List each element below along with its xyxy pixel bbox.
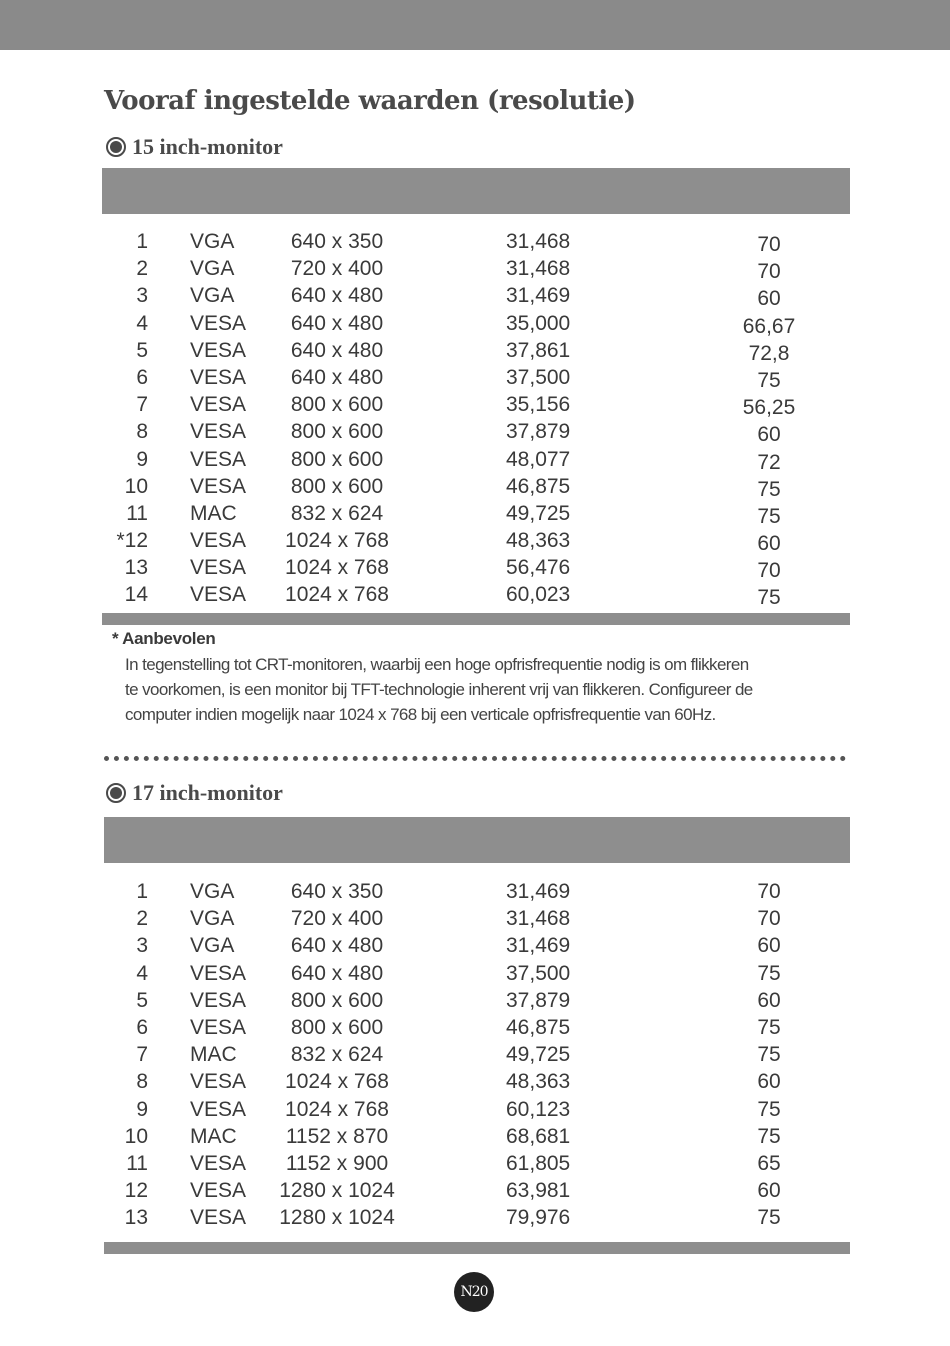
row-number-cell: 7 — [136, 1043, 148, 1067]
vertical-frequency-cell: 75 — [757, 1124, 781, 1148]
table-row — [102, 255, 850, 282]
top-band — [0, 0, 950, 50]
vertical-frequency-cell: 75 — [757, 1206, 781, 1230]
row-number-cell: 8 — [136, 1070, 148, 1094]
resolution-cell: 1152 x 870 — [285, 1124, 389, 1148]
table-row — [102, 1041, 850, 1068]
resolution-cell: 800 x 600 — [290, 447, 384, 471]
page-title: Vooraf ingestelde waarden (resolutie) — [104, 86, 636, 116]
horizontal-frequency-cell: 37,879 — [506, 988, 571, 1012]
resolution-cell: 640 x 480 — [290, 365, 384, 389]
recommendation-note — [112, 629, 842, 727]
resolution-cell: 800 x 600 — [290, 420, 384, 444]
horizontal-frequency-cell: 37,500 — [506, 365, 571, 389]
display-mode-cell: VGA — [190, 257, 235, 281]
horizontal-frequency-cell: 31,469 — [506, 934, 571, 958]
row-number-cell: 5 — [136, 338, 148, 362]
vertical-frequency-cell: 72,8 — [748, 341, 790, 365]
table-row — [102, 1014, 850, 1041]
timing-table-15inch — [102, 228, 850, 609]
horizontal-frequency-cell: 31,469 — [506, 284, 571, 308]
resolution-cell: 640 x 480 — [290, 338, 384, 362]
vertical-frequency-cell: 60 — [757, 988, 781, 1012]
row-number-cell: 13 — [124, 1206, 148, 1230]
row-number-cell: 2 — [136, 907, 148, 931]
horizontal-frequency-cell: 56,476 — [506, 556, 571, 580]
table-row — [102, 500, 850, 527]
dotted-separator — [104, 756, 846, 761]
display-mode-cell: VESA — [190, 393, 247, 417]
display-mode-cell: MAC — [190, 501, 237, 525]
row-number-cell: 11 — [126, 1151, 148, 1175]
resolution-cell: 720 x 400 — [290, 257, 384, 281]
table-row — [102, 228, 850, 255]
vertical-frequency-cell: 75 — [757, 586, 781, 610]
section-heading-label: 17 inch-monitor — [132, 780, 283, 805]
table-row — [102, 364, 850, 391]
vertical-frequency-cell: 65 — [757, 1151, 781, 1175]
table-row — [102, 473, 850, 500]
resolution-cell: 640 x 480 — [290, 961, 384, 985]
table-row — [102, 1177, 850, 1204]
display-mode-cell: VESA — [190, 1179, 247, 1203]
vertical-frequency-cell: 60 — [757, 1179, 781, 1203]
vertical-frequency-cell: 60 — [757, 423, 781, 447]
display-mode-cell: VESA — [190, 420, 247, 444]
table-row — [102, 960, 850, 987]
horizontal-frequency-cell: 49,725 — [506, 1043, 571, 1067]
resolution-cell: 800 x 600 — [290, 474, 384, 498]
horizontal-frequency-cell: 46,875 — [506, 1015, 571, 1039]
display-mode-cell: VESA — [190, 365, 247, 389]
row-number-cell: 5 — [136, 988, 148, 1012]
table-row — [102, 905, 850, 932]
display-mode-cell: VGA — [190, 880, 235, 903]
display-mode-cell: VESA — [190, 311, 247, 335]
table-row — [102, 310, 850, 337]
vertical-frequency-cell: 70 — [757, 907, 781, 931]
table-row — [102, 391, 850, 418]
display-mode-cell: VESA — [190, 583, 247, 607]
vertical-frequency-cell: 60 — [757, 934, 781, 958]
display-mode-cell: VESA — [190, 1151, 247, 1175]
horizontal-frequency-cell: 37,500 — [506, 961, 571, 985]
row-number-cell: 7 — [136, 393, 148, 417]
display-mode-cell: MAC — [190, 1043, 237, 1067]
horizontal-frequency-cell: 46,875 — [506, 474, 571, 498]
table-footer-bar — [104, 1242, 850, 1254]
vertical-frequency-cell: 75 — [757, 1043, 781, 1067]
resolution-cell: 1280 x 1024 — [279, 1179, 395, 1203]
display-mode-cell: VESA — [190, 556, 247, 580]
resolution-cell: 1280 x 1024 — [279, 1206, 395, 1230]
row-number-cell: 4 — [136, 961, 148, 985]
row-number-cell: 3 — [136, 284, 148, 308]
resolution-cell: 800 x 600 — [290, 988, 384, 1012]
horizontal-frequency-cell: 48,363 — [506, 529, 571, 553]
table-row — [102, 418, 850, 445]
table-row — [102, 282, 850, 309]
display-mode-cell: VGA — [190, 934, 235, 958]
display-mode-cell: VESA — [190, 447, 247, 471]
horizontal-frequency-cell: 31,468 — [506, 230, 571, 253]
table-row — [102, 1096, 850, 1123]
horizontal-frequency-cell: 35,000 — [506, 311, 571, 335]
row-number-cell: 8 — [136, 420, 148, 444]
timing-table-17inch — [102, 878, 850, 1231]
resolution-cell: 1024 x 768 — [285, 556, 389, 580]
vertical-frequency-cell: 70 — [757, 880, 781, 903]
row-number-cell: 1 — [136, 230, 148, 253]
table-row — [102, 878, 850, 905]
row-number-cell: 14 — [124, 583, 148, 607]
resolution-cell: 640 x 480 — [290, 284, 384, 308]
horizontal-frequency-cell: 37,861 — [506, 338, 571, 362]
display-mode-cell: VESA — [190, 988, 247, 1012]
row-number-cell: 12 — [124, 1179, 148, 1203]
vertical-frequency-cell: 70 — [757, 559, 781, 583]
resolution-cell: 640 x 350 — [290, 880, 384, 903]
table-footer-bar — [102, 613, 850, 625]
resolution-cell: 800 x 600 — [290, 393, 384, 417]
section-heading-15inch — [106, 134, 283, 160]
resolution-cell: 832 x 624 — [290, 501, 384, 525]
note-line: computer indien mogelijk naar 1024 x 768 bij een verticale opfrisfrequentie van 60Hz. — [125, 705, 716, 724]
vertical-frequency-cell: 60 — [757, 287, 781, 311]
bullet-icon — [106, 783, 126, 803]
display-mode-cell: VESA — [190, 1015, 247, 1039]
row-number-cell: 11 — [126, 501, 148, 525]
resolution-cell: 832 x 624 — [290, 1043, 384, 1067]
table-row — [102, 1068, 850, 1095]
table-row — [102, 337, 850, 364]
row-number-cell: 9 — [136, 1097, 148, 1121]
horizontal-frequency-cell: 31,468 — [506, 257, 571, 281]
resolution-cell: 640 x 480 — [290, 311, 384, 335]
table-row — [102, 1150, 850, 1177]
row-number-cell: 2 — [136, 257, 148, 281]
vertical-frequency-cell: 70 — [757, 260, 781, 284]
note-text — [125, 652, 842, 727]
display-mode-cell: VESA — [190, 474, 247, 498]
display-mode-cell: VESA — [190, 1097, 247, 1121]
row-number-cell: 4 — [136, 311, 148, 335]
resolution-cell: 1024 x 768 — [285, 583, 389, 607]
horizontal-frequency-cell: 48,363 — [506, 1070, 571, 1094]
row-number-cell: 6 — [136, 365, 148, 389]
row-number-cell: 10 — [124, 474, 148, 498]
note-title: * Aanbevolen — [112, 629, 216, 648]
horizontal-frequency-cell: 31,469 — [506, 880, 571, 903]
table-row — [102, 581, 850, 608]
resolution-cell: 1152 x 900 — [285, 1151, 389, 1175]
horizontal-frequency-cell: 48,077 — [506, 447, 571, 471]
display-mode-cell: VGA — [190, 907, 235, 931]
horizontal-frequency-cell: 35,156 — [506, 393, 571, 417]
display-mode-cell: VESA — [190, 1206, 247, 1230]
page-number-badge: N20 — [454, 1272, 494, 1312]
horizontal-frequency-cell: 79,976 — [506, 1206, 571, 1230]
table-row — [102, 987, 850, 1014]
resolution-cell: 1024 x 768 — [285, 1097, 389, 1121]
resolution-cell: 800 x 600 — [290, 1015, 384, 1039]
note-line: In tegenstelling tot CRT-monitoren, waarbij een hoge opfrisfrequentie nodig is om flikkeren — [125, 655, 749, 674]
table-row — [102, 527, 850, 554]
display-mode-cell: VESA — [190, 1070, 247, 1094]
row-number-cell: 1 — [136, 880, 148, 903]
vertical-frequency-cell: 70 — [757, 233, 781, 256]
vertical-frequency-cell: 72 — [757, 450, 781, 474]
display-mode-cell: MAC — [190, 1124, 237, 1148]
table-row — [102, 932, 850, 959]
vertical-frequency-cell: 75 — [757, 477, 781, 501]
vertical-frequency-cell: 75 — [757, 1015, 781, 1039]
horizontal-frequency-cell: 61,805 — [506, 1151, 571, 1175]
row-number-cell: 10 — [124, 1124, 148, 1148]
vertical-frequency-cell: 56,25 — [742, 396, 796, 420]
table-row — [102, 1123, 850, 1150]
table-row — [102, 446, 850, 473]
display-mode-cell: VESA — [190, 961, 247, 985]
display-mode-cell: VESA — [190, 338, 247, 362]
display-mode-cell: VGA — [190, 230, 235, 253]
resolution-cell: 720 x 400 — [290, 907, 384, 931]
vertical-frequency-cell: 75 — [757, 368, 781, 392]
horizontal-frequency-cell: 60,023 — [506, 583, 571, 607]
row-number-cell: 6 — [136, 1015, 148, 1039]
vertical-frequency-cell: 75 — [757, 961, 781, 985]
resolution-cell: 1024 x 768 — [285, 529, 389, 553]
resolution-cell: 640 x 350 — [290, 230, 384, 253]
row-number-cell: 13 — [124, 556, 148, 580]
display-mode-cell: VESA — [190, 529, 247, 553]
resolution-cell: 1024 x 768 — [285, 1070, 389, 1094]
table-row — [102, 554, 850, 581]
horizontal-frequency-cell: 49,725 — [506, 501, 571, 525]
table-header-bar — [104, 817, 850, 863]
row-number-cell: *12 — [116, 529, 148, 553]
horizontal-frequency-cell: 37,879 — [506, 420, 571, 444]
vertical-frequency-cell: 66,67 — [742, 314, 796, 338]
display-mode-cell: VGA — [190, 284, 235, 308]
vertical-frequency-cell: 60 — [757, 532, 781, 556]
table-row — [102, 1204, 850, 1231]
vertical-frequency-cell: 60 — [757, 1070, 781, 1094]
horizontal-frequency-cell: 68,681 — [506, 1124, 571, 1148]
bullet-icon — [106, 137, 126, 157]
row-number-cell: 9 — [136, 447, 148, 471]
horizontal-frequency-cell: 63,981 — [506, 1179, 571, 1203]
section-heading-17inch — [106, 780, 283, 806]
table-header-bar — [102, 168, 850, 214]
resolution-cell: 640 x 480 — [290, 934, 384, 958]
horizontal-frequency-cell: 31,468 — [506, 907, 571, 931]
section-heading-label: 15 inch-monitor — [132, 134, 283, 159]
horizontal-frequency-cell: 60,123 — [506, 1097, 571, 1121]
note-line: te voorkomen, is een monitor bij TFT-technologie inherent vrij van flikkeren. Configureer de — [125, 680, 753, 699]
vertical-frequency-cell: 75 — [757, 504, 781, 528]
row-number-cell: 3 — [136, 934, 148, 958]
vertical-frequency-cell: 75 — [757, 1097, 781, 1121]
